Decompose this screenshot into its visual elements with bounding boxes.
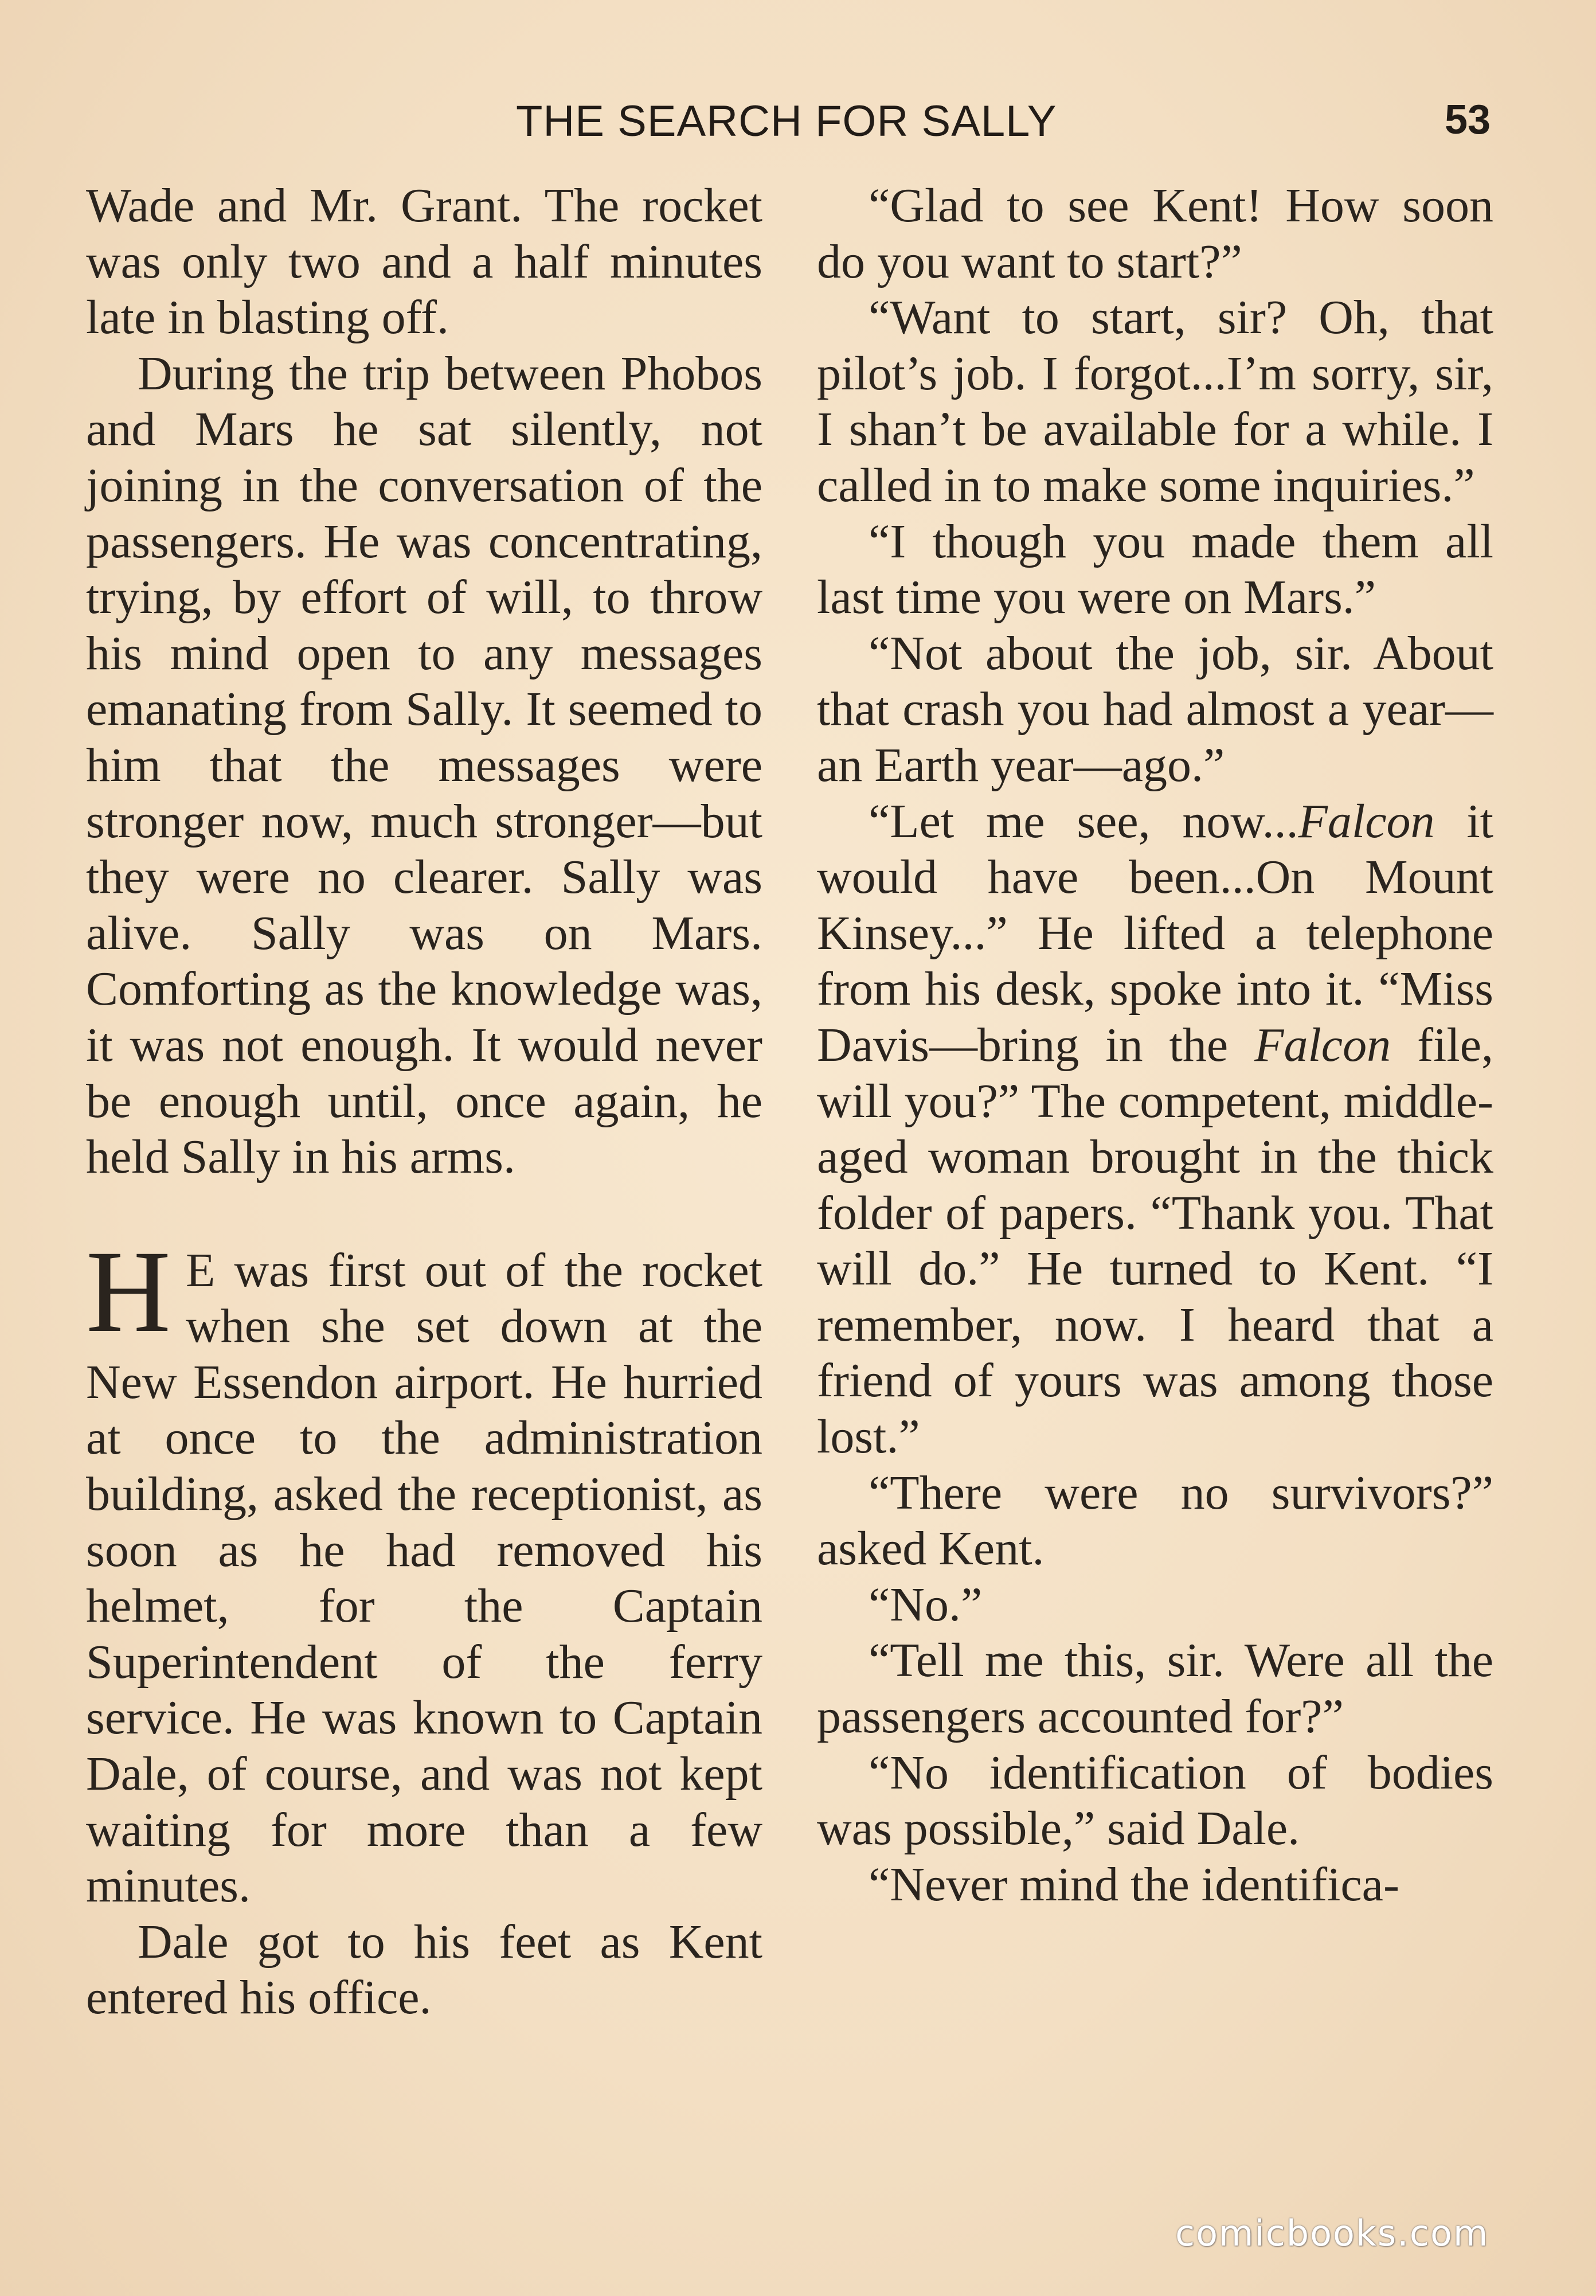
paragraph: “Tell me this, sir. Were all the passengers accounted for?”: [817, 1634, 1493, 1744]
text-run: file, will you?” The competent, middle-aged woman brought in the thick folder of papers. “Thank you. That will do.” He turned to Kent. “I remember, now. I heard that a friend of yours was among those lost.”: [817, 1018, 1493, 1464]
paragraph: Wade and Mr. Grant. The rocket was only two and a half minutes late in blasting off.: [86, 179, 762, 345]
ship-name: Falcon: [1254, 1018, 1391, 1072]
text-run: “Let me see, now...: [869, 794, 1298, 848]
paragraph: “No.”: [869, 1577, 983, 1631]
drop-cap: H: [86, 1226, 171, 1357]
text-run: it would have been...On Mount Kinsey...” He lifted a telephone from his desk, spoke into it. “Miss Davis—bring in the: [817, 794, 1493, 1072]
paragraph: [817, 794, 1493, 1465]
paragraph: Dale got to his feet as Kent entered his office.: [86, 1915, 762, 2025]
running-title: THE SEARCH FOR SALLY: [516, 97, 1057, 146]
paragraph: During the trip between Phobos and Mars he sat silently, not joining in the conversation of the passengers. He was concentrating, trying, by effort of will, to throw his mind open to any messages emanating from Sally. It seemed to him that the messages were stronger now, much stronger—but they were no clearer. Sally was alive. Sally was on Mars. Comforting as the knowledge was, it was not enough. It would never be enough until, once again, he held Sally in his arms.: [86, 346, 762, 1184]
paragraph: “Never mind the identifica-: [869, 1857, 1399, 1911]
left-column: [86, 178, 762, 2026]
paragraph: “I though you made them all last time you were on Mars.”: [817, 514, 1493, 624]
paragraph: “No identification of bodies was possible,” said Dale.: [817, 1746, 1493, 1856]
paragraph: “Not about the job, sir. About that crash you had almost a year—an Earth year—ago.”: [817, 626, 1493, 792]
paragraph-text: E was first out of the rocket when she set down at the New Essendon airport. He hurried at once to the administration building, asked the receptionist, as soon as he had removed his helmet, for the Captain Superintendent of the ferry service. He was known to Captain Dale, of course, and was not kept waiting for more than a few minutes.: [86, 1243, 762, 1913]
section-break: [86, 1185, 762, 1243]
watermark: comicbooks.com: [1175, 2212, 1489, 2254]
paragraph: “There were no survivors?” asked Kent.: [817, 1466, 1493, 1576]
ship-name: Falcon: [1298, 794, 1435, 848]
right-column: [817, 178, 1493, 1912]
page-number: 53: [1445, 97, 1491, 143]
running-head: [0, 96, 1596, 159]
paragraph-with-dropcap: [86, 1226, 762, 1914]
paragraph: “Want to start, sir? Oh, that pilot’s job. I forgot...I’m sorry, sir, I shan’t be available for a while. I called in to make some inquiries.”: [817, 291, 1493, 512]
paragraph: “Glad to see Kent! How soon do you want to start?”: [817, 179, 1493, 288]
